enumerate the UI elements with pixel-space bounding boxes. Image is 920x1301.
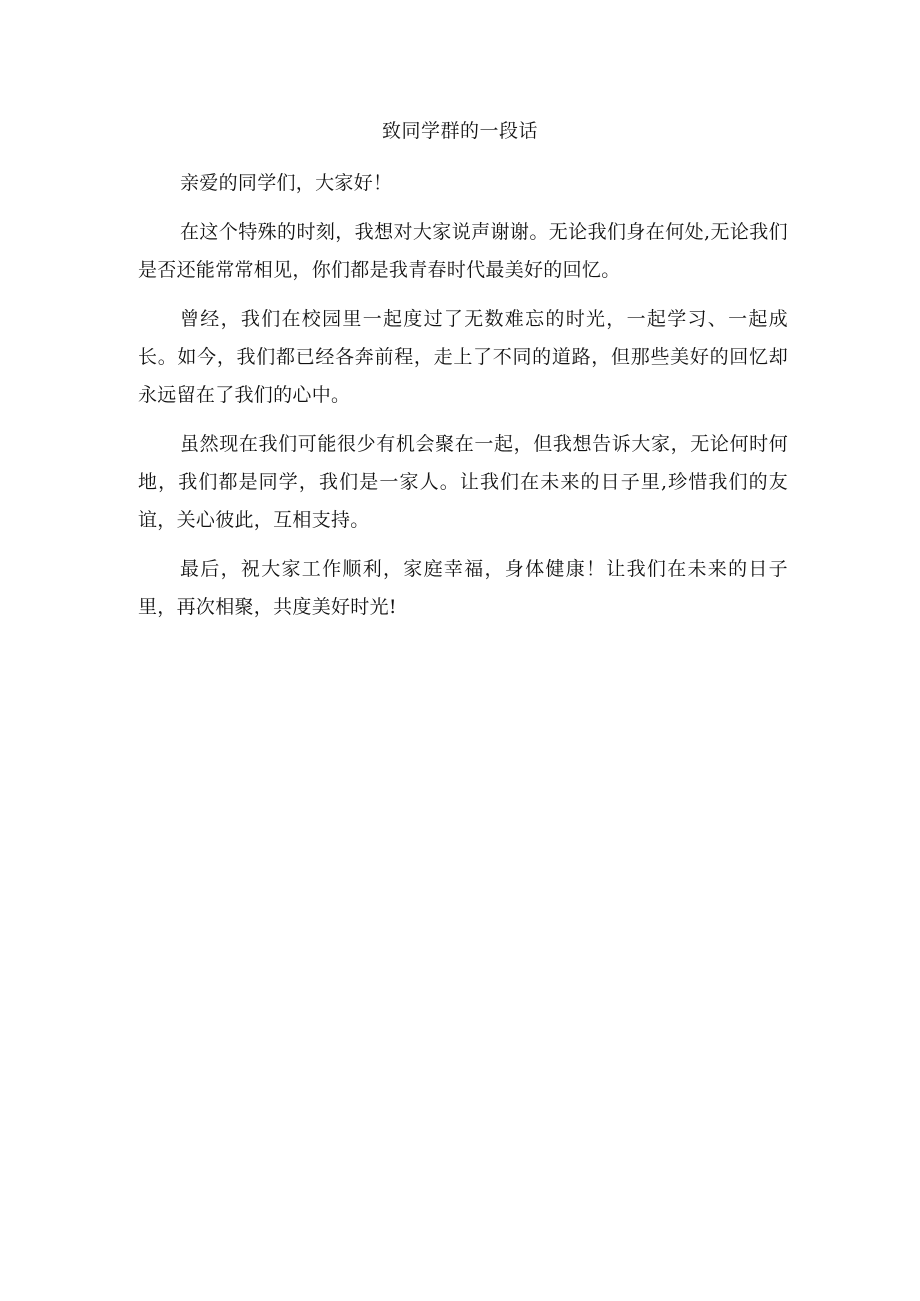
paragraph-greeting: 亲爱的同学们，大家好！ [180, 172, 393, 194]
paragraph-friendship: 虽然现在我们可能很少有机会聚在一起，但我想告诉大家，无论何时何地，我们都是同学，我们是一家人。让我们在未来的日子里,珍惜我们的友谊，关心彼此，互相支持。 [138, 433, 788, 531]
paragraph-thanks: 在这个特殊的时刻，我想对大家说声谢谢。无论我们身在何处,无论我们是否还能常常相见，你们都是我青春时代最美好的回忆。 [138, 221, 788, 281]
document-body [138, 164, 788, 637]
paragraph-wishes: 最后，祝大家工作顺利，家庭幸福，身体健康！让我们在未来的日子里，再次相聚，共度美好时光! [138, 558, 788, 618]
paragraph-memories: 曾经，我们在校园里一起度过了无数难忘的时光，一起学习、一起成长。如今，我们都已经各奔前程，走上了不同的道路，但那些美好的回忆却永远留在了我们的心中。 [138, 308, 788, 406]
document-title: 致同学群的一段话 [381, 120, 538, 142]
